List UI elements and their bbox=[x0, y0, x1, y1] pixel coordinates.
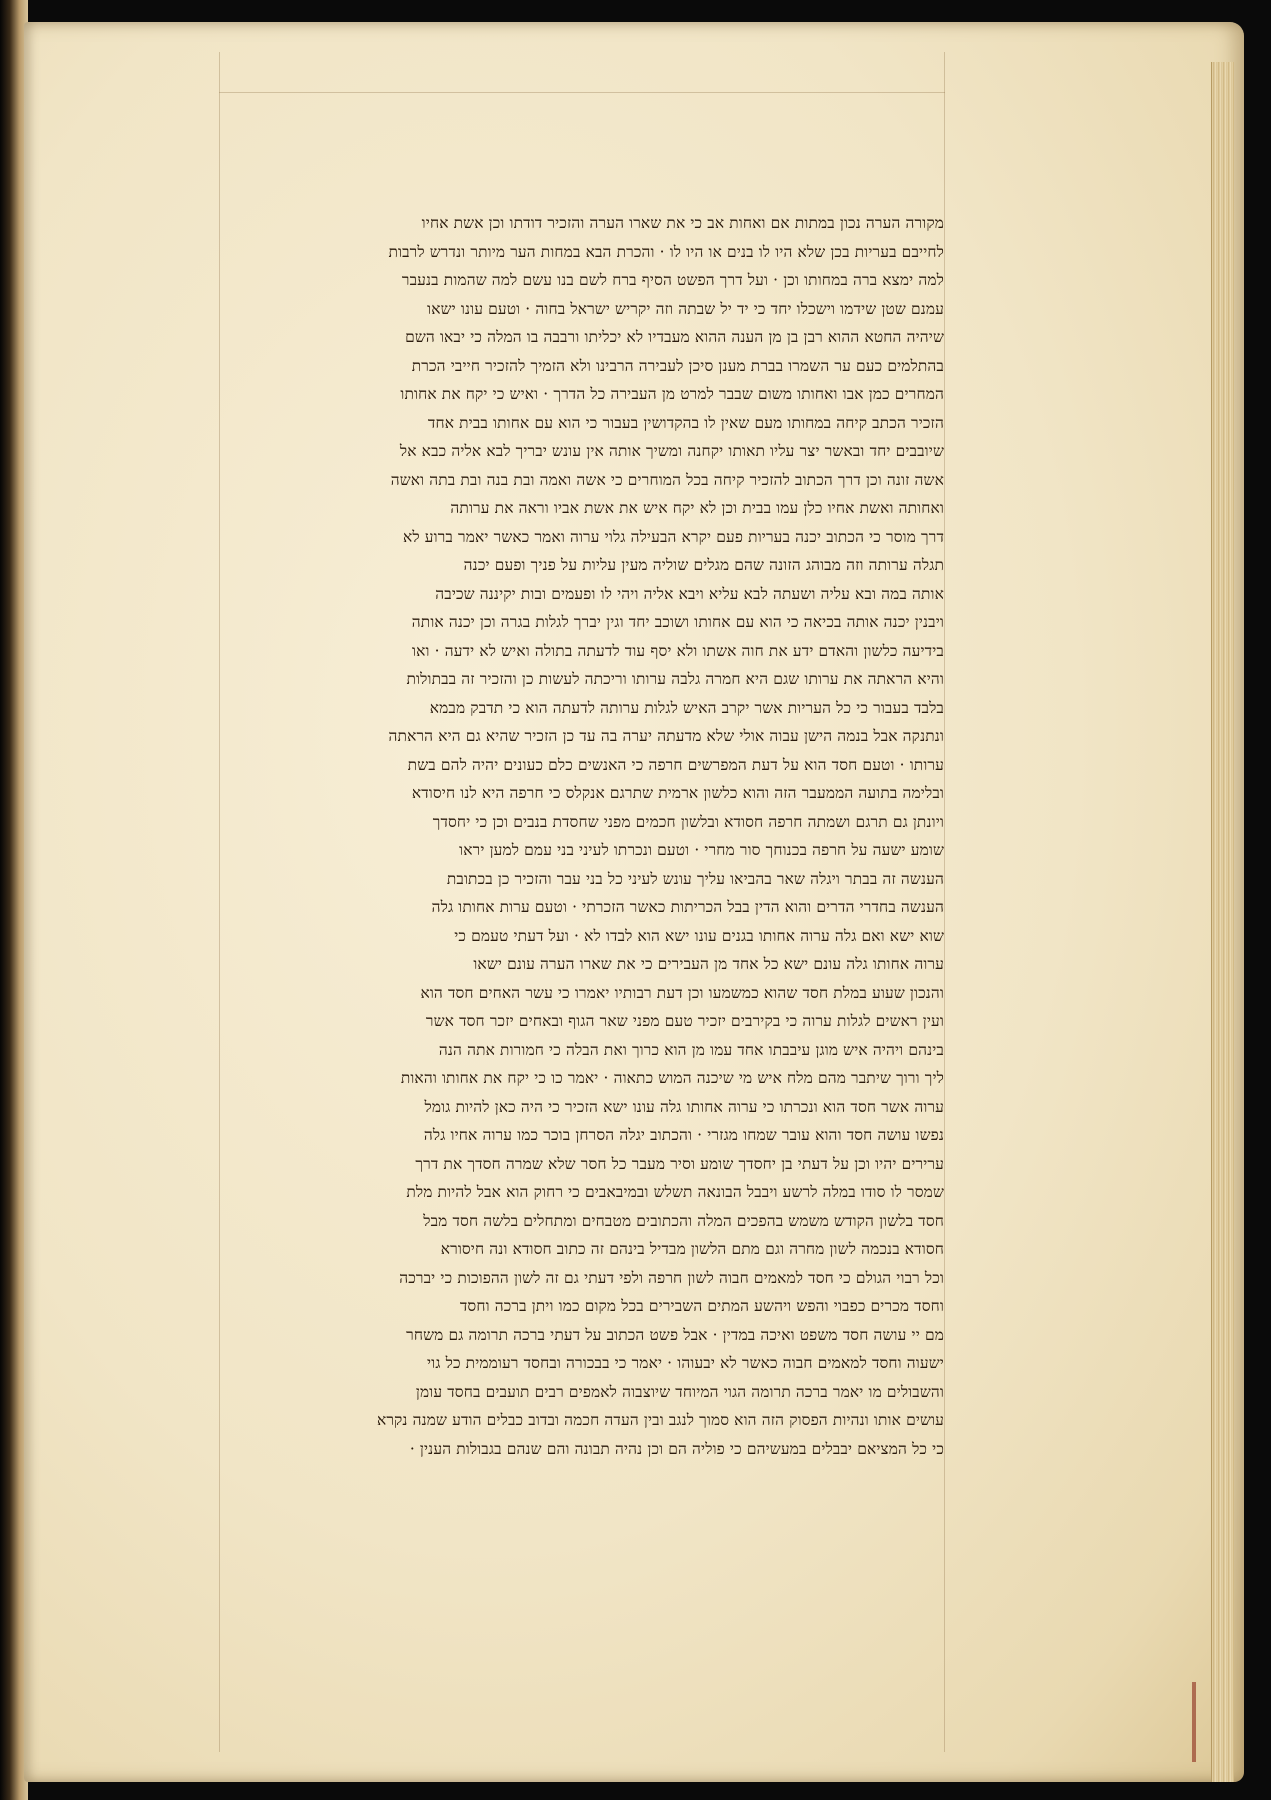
text-line: בהתלמים כעם ער השמרו בברת מענן סיכן לעבירה הרבינו ולא הזמיך להזכיר חייבי הכרת bbox=[411, 356, 944, 375]
text-line: חסודא בנכמה לשון מחרה וגם מתם הלשון מבדיל בינהם זה כתוב חסודא ונה חיסורא bbox=[440, 1240, 944, 1258]
text-line: שומע ישעה על חרפה בכנוחך סור מחרי · וטעם ונכרתו לעיני בני עמם למען יראו bbox=[459, 841, 944, 859]
ruling-line-top bbox=[219, 92, 945, 93]
text-line: שיהיה החטא ההוא רבן בן מן הענה ההוא מעבדיו לא יכליתו ורבבה בו המלה כי יבאו השם bbox=[405, 328, 944, 346]
text-line: ועין ראשים לגלות ערוה כי בקירבים יזכיר טעם מפני שאר הגוף ובאחים יזכר חסד אשר bbox=[425, 1012, 944, 1030]
text-line: ונתנקה אבל בנמה הישן עבוה אולי שלא מדעתה יערה בה עד כן הזכיר שהיא גם היא הראתה bbox=[388, 727, 944, 745]
ruling-line-right bbox=[944, 52, 945, 1752]
text-line: הזכיר הכתב קיחה במחותו מעם שאין לו בהקדושין בעבור כי הוא עם אחותו בבית אחד bbox=[427, 413, 944, 432]
red-edge-mark bbox=[1192, 1682, 1196, 1762]
text-line: ערירים יהיו וכן על דעתי בן יחסדך שומע וסיר מעבר כל חסר שלא שמרה חסדך את דרך bbox=[415, 1154, 944, 1173]
text-line: שיובבים יחד ובאשר יצר עליו תאותו יקחנה ומשיך אותה אין עונש יבריך לבא אליה כבא אל bbox=[399, 442, 944, 460]
text-line: עושים אותו ונהיות הפסוק הזה הוא סמוך לנגב ובין העדה חכמה ובדוב כבלים הודע שמנה נקרא bbox=[376, 1411, 944, 1429]
text-line: והשבולים מו יאמר ברכה תרומה הגוי המיוחד שיוצבוה לאמפים רבים תועבים בחסד עומן bbox=[415, 1382, 944, 1401]
text-line: מקורה הערה נכון במתות אם ואחות אב כי את שארו הערה והזכיר דודתו וכן אשת אחיו bbox=[421, 214, 944, 232]
text-line: ערוה אשר חסד הוא ונכרתו כי ערוה אחותו גלה עונו ישא הזכיר כי היה כאן להיות גומל bbox=[424, 1097, 944, 1116]
page-stack-edge bbox=[1211, 62, 1234, 1782]
text-line: תגלה ערותה וזה מבוהג הזונה שהם מגלים שוליה מעין עליות על פניך ופעם יכנה bbox=[463, 556, 944, 574]
text-line: ליך ורוך שיתבר מהם מלח איש מי שיכנה המוש כתאוה · יאמר כו כי יקח את אחותו והאות bbox=[400, 1069, 944, 1087]
text-line: שמסר לו סודו במלה לרשע ויבבל הבונאה תשלש ובמיבאבים כי רחוק הוא אבל להיות מלת bbox=[406, 1183, 944, 1201]
text-line: והנכון שעוע במלת חסד שהוא כמשמעו וכן דעת רבותיו יאמרו כי עשר האחים חסד הוא bbox=[420, 983, 944, 1002]
text-line: דרך מוסר כי הכתוב יכנה בעריות פעם יקרא הבעילה גלוי ערוה ואמר כאשר יאמר ברוע לא bbox=[402, 527, 944, 546]
manuscript-page bbox=[24, 22, 1244, 1782]
text-line: נפשו עושה חסד והוא עובר שמחו מגזרי · והכתוב יגלה הסרחן בוכר כמו ערוה אחיו גלה bbox=[423, 1126, 944, 1144]
text-line: לחייבם בעריות בכן שלא היו לו בנים או היו לו · והכרת הבא במחות הער מיותר ונדרש לרבות bbox=[388, 242, 944, 261]
manuscript-text-block bbox=[209, 209, 944, 1463]
text-line: ויונתן גם תרגם ושמתה חרפה חסודא ובלשון חכמים מפני שחסדת בנבים וכן כי יחסדך bbox=[432, 812, 944, 831]
text-line: ואחותה ואשת אחיו כלן עמו בבית וכן לא יקח איש את אשת אביו וראה את ערותה bbox=[450, 499, 944, 517]
text-line: מם יי עושה חסד משפט ואיכה במדין · אבל פשט הכתוב על דעתי ברכה תרומה גם משחר bbox=[406, 1325, 944, 1344]
text-line: ויבנין יכנה אותה בכיאה כי הוא עם אחותו ושוכב יחד וגין יברך לגלות בגרה וכן יכנה אותה bbox=[411, 613, 944, 631]
text-line: אותה במה ובא עליה ושעתה לבא עליא ויבא אליה ויהי לו ופעמים ובות יקיננה שכיבה bbox=[435, 584, 944, 603]
text-line: המחרים כמן אבו ואחותו משום שבבר למרט מן העבירה כל הדרך · ואיש כי יקח את אחותו bbox=[400, 385, 944, 403]
text-line: בינהם ויהיה איש מוגן עיבבתו אחד עמו מן הוא כרוך ואת הבלה כי חמורות אתה הנה bbox=[438, 1040, 944, 1059]
text-line: חסד בלשון הקודש משמש בהפכים המלה והכתובים מטבחים ומתחלים בלשה חסד מבל bbox=[423, 1211, 944, 1230]
text-line: ובלימה בתועה הממעבר הזה והוא כלשון ארמית שתרגם אנקלס כי חרפה היא לנו חיסודא bbox=[411, 784, 944, 802]
text-line: ישעוה וחסד למאמים חבוה כאשר לא יבעוהו · יאמר כי בבכורה ובחסד רעוממית כל גוי bbox=[427, 1354, 944, 1372]
text-line: אשה זונה וכן דרך הכתוב להזכיר קיחה בכל המוחרים כי אשה ואמה ובת בנה ובת בתה ואשה bbox=[390, 470, 944, 489]
text-line: והיא הראתה את ערותו שגם היא חמרה גלבה ערותו וריכתה לעשות כן והזכיר זה בבתולות bbox=[406, 670, 944, 688]
text-line: וחסד מכרים כפבוי והפש ויהשע המתים השבירים בכל מקום כמו ויתן ברכה וחסד bbox=[459, 1297, 944, 1315]
text-line: עמנם שטן שידמו וישכלו יחד כי יד יל שבתה וזה יקריש ישראל בחוה · וטעם עונו ישאו bbox=[427, 299, 944, 318]
text-line: שוא ישא ואם גלה ערוה אחותו בגנים עונו ישא הוא לבדו לא · ועל דעתי טעמם כי bbox=[454, 926, 944, 945]
text-line: הענשה בחדרי הדרים והוא הדין בבל הכריתות כאשר הזכרתי · וטעם ערות אחותו גלה bbox=[431, 898, 944, 916]
text-line: למה ימצא ברה במחותו וכן · ועל דרך הפשט הסיף ברח לשם בנו עשם למה שהמות בנעבר bbox=[401, 271, 944, 289]
text-line: בידיעה כלשון והאדם ידע את חוה אשתו ולא יסף עוד לדעתה בתולה ואיש לא ידעה · ואו bbox=[412, 641, 944, 660]
text-line: בלבד בעבור כי כל העריות אשר יקרב האיש לגלות ערותה לדעתה הוא כי תדבק מבמא bbox=[429, 698, 944, 717]
text-line: ערותו · וטעם חסד הוא על דעת המפרשים חרפה כי האנשים כלם כעונים יהיה להם בשת bbox=[407, 755, 944, 774]
text-line: כי כל המציאם יבבלים במעשיהם כי פוליה הם וכן נהיה תבונה והם שנהם בגבולות הענין · bbox=[409, 1439, 944, 1458]
text-line: וכל רבוי הגולם כי חסד למאמים חבוה לשון חרפה ולפי דעתי גם זה לשון ההפוכות כי יברכה bbox=[399, 1268, 944, 1287]
text-line: ערוה אחותו גלה עונם ישא כל אחד מן העבירים כי את שארו הערה עונם ישאו bbox=[473, 955, 944, 973]
text-line: הענשה זה בבתר ויגלה שאר בהביאו עליך עונש לעיני כל בני עבר והזכיר כן בכתובת bbox=[446, 869, 944, 888]
